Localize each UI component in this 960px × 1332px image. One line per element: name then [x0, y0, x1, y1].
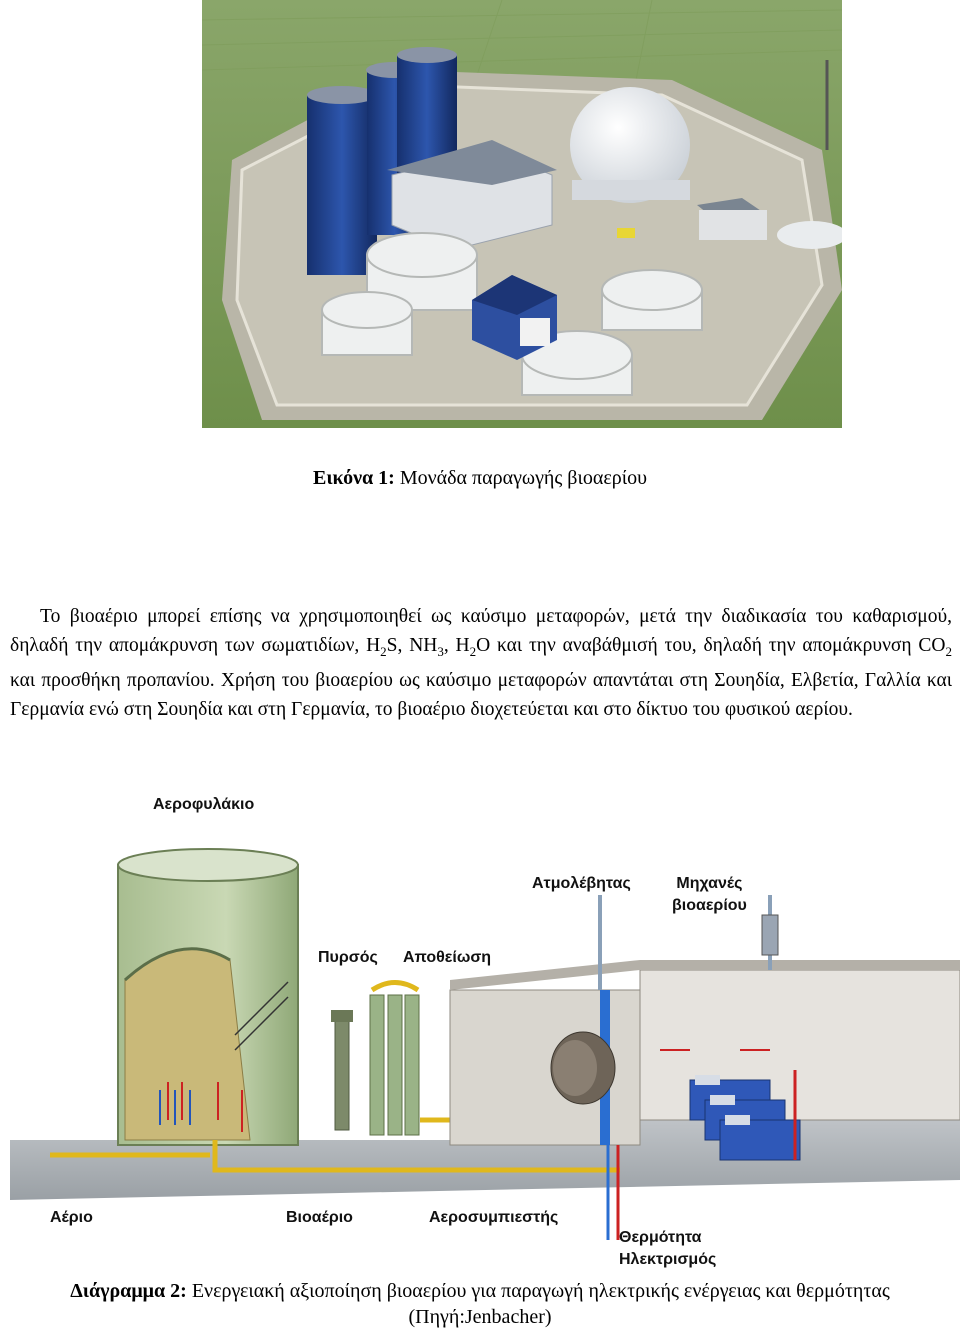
subscript: 2: [380, 643, 387, 659]
label-electricity: Ηλεκτρισμός: [619, 1251, 717, 1268]
label-gas: Αέριο: [50, 1209, 93, 1226]
label-gasholder: Αεροφυλάκιο: [153, 796, 255, 813]
body-paragraph: [10, 602, 952, 724]
figure2-caption-text: Ενεργειακή αξιοποίηση βιοαερίου για παραγωγή ηλεκτρικής ενέργειας και θερμότητας (Πηγή:Jenbacher): [186, 1280, 890, 1328]
figure1-caption-text: Μονάδα παραγωγής βιοαερίου: [394, 467, 647, 489]
figure1-caption-label: Εικόνα 1:: [313, 467, 395, 489]
figure2-caption: [0, 1278, 960, 1330]
paragraph-part: S, NH: [386, 635, 438, 656]
label-torch: Πυρσός: [318, 949, 378, 966]
subscript: 2: [945, 643, 952, 659]
paragraph-part: , H: [443, 635, 470, 656]
paragraph-part: O και την αναβάθμισή του, δηλαδή την απομάκρυνση CO: [476, 635, 946, 656]
paragraph-part: και προσθήκη προπανίου. Χρήση του βιοαερίου ως καύσιμο μεταφορών απαντάται στη Σουηδία, Ελβετία, Γαλλία και Γερμανία ενώ στη Σουηδία και στη Γερμανία, το βιοαέριο διοχετεύεται και στο δίκτυο του φυσικού αερίου.: [10, 669, 952, 720]
subscript: 3: [437, 643, 444, 659]
label-engines: [672, 873, 747, 917]
label-engines-line2: βιοαερίου: [672, 897, 747, 914]
label-desulfurization: Αποθείωση: [403, 949, 492, 966]
label-compressor: Αεροσυμπιεστής: [429, 1209, 559, 1226]
biogas-plant-photo: [202, 0, 842, 428]
label-steam-valve: Ατμολέβητας: [532, 875, 631, 892]
subscript: 2: [469, 643, 477, 659]
biogas-energy-diagram: [0, 796, 960, 1280]
paragraph-part: Το βιοαέριο μπορεί επίσης να χρησιμοποιηθεί ως καύσιμο μεταφορών, μετά την διαδικασία του καθαρισμού, δηλαδή την απομάκρυνση των σωματιδίων, H: [10, 606, 952, 656]
label-engines-line1: Μηχανές: [676, 875, 743, 892]
figure2-caption-label: Διάγραμμα 2:: [70, 1280, 187, 1302]
label-biogas: Βιοαέριο: [286, 1209, 353, 1226]
figure1-caption: [0, 467, 960, 490]
label-heat: Θερμότητα: [619, 1229, 702, 1246]
